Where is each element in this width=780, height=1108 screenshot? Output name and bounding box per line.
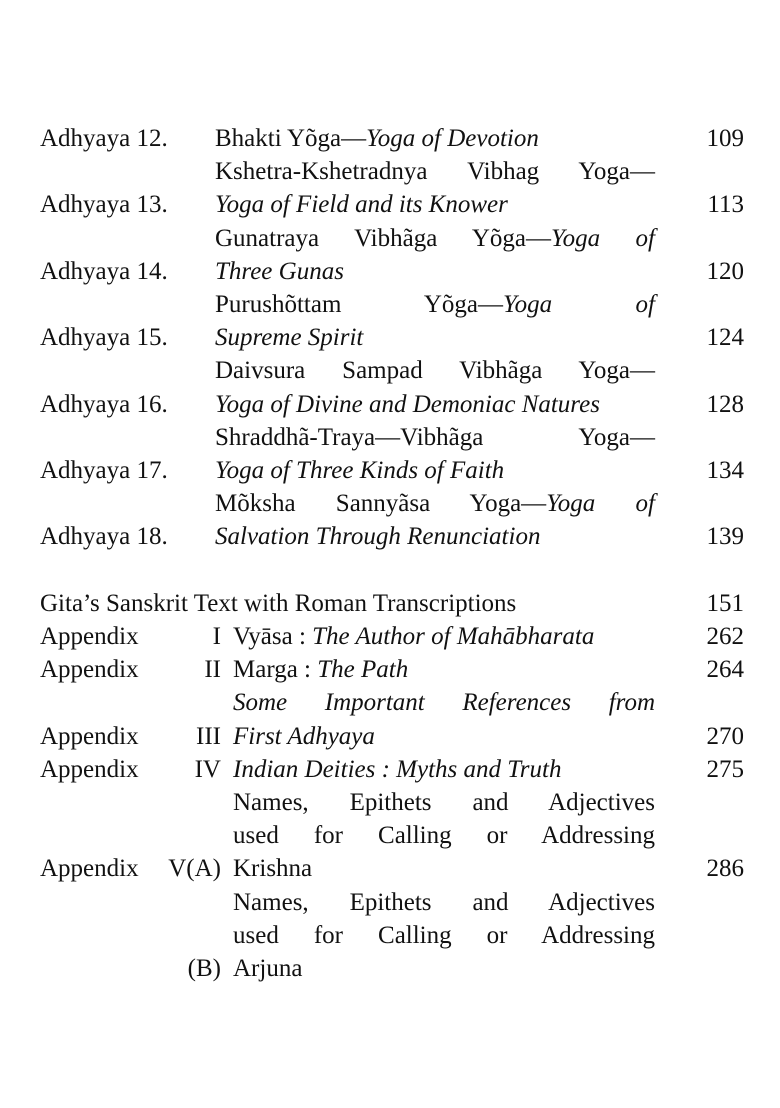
page-number: 264 bbox=[706, 656, 744, 684]
roman-text: Names, Epithets and Adjectives bbox=[233, 789, 655, 817]
page-number: 270 bbox=[706, 722, 744, 750]
roman-text: Krishna bbox=[233, 855, 313, 883]
roman-text: Daivsura Sampad Vibhãga Yoga— bbox=[215, 357, 655, 385]
italic-text: Yoga of bbox=[550, 224, 655, 252]
entry-title bbox=[215, 288, 655, 354]
title-line bbox=[215, 222, 655, 255]
title-line bbox=[215, 421, 655, 454]
page-number: 120 bbox=[706, 257, 744, 285]
title-line bbox=[233, 952, 655, 985]
entry-label: Adhyaya 16. bbox=[40, 390, 168, 418]
roman-text: Purushõttam Yõga— bbox=[215, 291, 504, 319]
entry-label: Adhyaya 18. bbox=[40, 523, 168, 551]
page-number: 134 bbox=[706, 457, 744, 485]
toc-entry-adhyaya bbox=[40, 487, 744, 553]
appendix-label: Appendix bbox=[40, 755, 139, 783]
entry-title bbox=[233, 686, 655, 752]
entry-title bbox=[233, 886, 655, 986]
title-line bbox=[233, 653, 655, 686]
entry-title bbox=[215, 155, 655, 221]
italic-text: Yoga of Three Kinds of Faith bbox=[215, 457, 505, 485]
entry-title bbox=[233, 786, 655, 886]
adhyaya-list bbox=[40, 122, 744, 554]
roman-text: Marga : bbox=[233, 656, 318, 684]
title-line bbox=[233, 620, 655, 653]
entry-title bbox=[233, 653, 655, 686]
toc-entry-adhyaya bbox=[40, 421, 744, 487]
toc-entry-appendix bbox=[40, 786, 744, 886]
entry-title bbox=[215, 354, 655, 420]
section-gap bbox=[40, 554, 744, 587]
page-number: 275 bbox=[706, 755, 744, 783]
appendix-number: (B) bbox=[187, 955, 221, 983]
toc-entry-appendix bbox=[40, 653, 744, 686]
entry-title bbox=[233, 753, 655, 786]
page-number: 286 bbox=[706, 855, 744, 883]
toc-entry-adhyaya bbox=[40, 155, 744, 221]
appendix-label: Appendix bbox=[40, 656, 139, 684]
table-of-contents bbox=[40, 122, 744, 985]
page-number: 113 bbox=[707, 191, 744, 219]
toc-entry-adhyaya bbox=[40, 222, 744, 288]
roman-text: Arjuna bbox=[233, 955, 303, 983]
page-number: 128 bbox=[706, 390, 744, 418]
toc-entry-adhyaya bbox=[40, 354, 744, 420]
title-line bbox=[215, 122, 655, 155]
title-line bbox=[215, 188, 655, 221]
roman-text: used for Calling or Addressing bbox=[233, 921, 655, 949]
appendix-number: II bbox=[204, 656, 221, 684]
title-line bbox=[215, 155, 655, 188]
roman-text: Vyāsa : bbox=[233, 623, 313, 651]
italic-text: Some Important References from bbox=[233, 689, 655, 717]
title-line bbox=[233, 919, 655, 952]
roman-text: Gunatraya Vibhãga Yõga— bbox=[215, 224, 551, 252]
italic-text: Three Gunas bbox=[215, 257, 344, 285]
page-number: 151 bbox=[706, 589, 744, 617]
title-line bbox=[215, 487, 655, 520]
entry-title bbox=[215, 122, 655, 155]
title-line bbox=[233, 753, 655, 786]
title-line bbox=[233, 686, 655, 719]
page-number: 124 bbox=[706, 324, 744, 352]
italic-text: Yoga of bbox=[503, 291, 655, 319]
entry-title bbox=[215, 421, 655, 487]
page-number: 262 bbox=[706, 623, 744, 651]
appendix-label: Appendix bbox=[40, 855, 139, 883]
page-number: 109 bbox=[706, 125, 744, 152]
italic-text: Yoga of bbox=[546, 490, 655, 518]
entry-label: Adhyaya 12. bbox=[40, 125, 168, 152]
title-line bbox=[215, 354, 655, 387]
roman-text: Kshetra-Kshetradnya Vibhag Yoga— bbox=[215, 158, 655, 186]
italic-text: First Adhyaya bbox=[233, 722, 375, 750]
appendix-number: I bbox=[212, 623, 221, 651]
page-number: 139 bbox=[706, 523, 744, 551]
title-line bbox=[215, 388, 655, 421]
italic-text: The Author of Mahābharata bbox=[312, 623, 595, 651]
title-line bbox=[233, 720, 655, 753]
roman-text: Mõksha Sannyãsa Yoga— bbox=[215, 490, 547, 518]
appendix-list bbox=[40, 620, 744, 985]
italic-text: Yoga of Field and its Knower bbox=[215, 191, 508, 219]
appendix-number: V(A) bbox=[168, 855, 221, 883]
toc-entry-appendix bbox=[40, 686, 744, 752]
toc-entry-appendix bbox=[40, 620, 744, 653]
entry-title: Gita’s Sanskrit Text with Roman Transcriptions bbox=[40, 589, 517, 617]
roman-text: Names, Epithets and Adjectives bbox=[233, 888, 655, 916]
toc-entry-adhyaya bbox=[40, 122, 744, 155]
title-line bbox=[215, 454, 655, 487]
title-line bbox=[215, 321, 655, 354]
entry-label: Adhyaya 14. bbox=[40, 257, 168, 285]
toc-entry-adhyaya bbox=[40, 288, 744, 354]
italic-text: Yoga of Devotion bbox=[366, 125, 539, 152]
entry-title bbox=[215, 487, 655, 553]
title-line bbox=[233, 852, 655, 885]
entry-label: Adhyaya 13. bbox=[40, 191, 168, 219]
roman-text: Bhakti Yõga— bbox=[215, 125, 367, 152]
italic-text: Supreme Spirit bbox=[215, 324, 364, 352]
appendix-number: III bbox=[196, 722, 221, 750]
toc-entry-sanskrit-text bbox=[40, 587, 744, 620]
italic-text: Salvation Through Renunciation bbox=[215, 523, 541, 551]
italic-text: Yoga of Divine and Demoniac Natures bbox=[215, 390, 600, 418]
italic-text: The Path bbox=[317, 656, 409, 684]
entry-title bbox=[215, 222, 655, 288]
entry-label: Adhyaya 15. bbox=[40, 324, 168, 352]
title-line bbox=[233, 819, 655, 852]
appendix-label: Appendix bbox=[40, 623, 139, 651]
italic-text: Indian Deities : Myths and Truth bbox=[233, 755, 562, 783]
roman-text: Shraddhã-Traya—Vibhãga Yoga— bbox=[215, 423, 655, 451]
toc-entry-appendix bbox=[40, 886, 744, 986]
appendix-label: Appendix bbox=[40, 722, 139, 750]
title-line bbox=[215, 520, 655, 553]
toc-entry-appendix bbox=[40, 753, 744, 786]
title-line bbox=[233, 886, 655, 919]
title-line bbox=[215, 288, 655, 321]
title-line bbox=[215, 255, 655, 288]
entry-title bbox=[233, 620, 655, 653]
entry-label: Adhyaya 17. bbox=[40, 457, 168, 485]
appendix-number: IV bbox=[194, 755, 221, 783]
roman-text: used for Calling or Addressing bbox=[233, 822, 655, 850]
title-line bbox=[233, 786, 655, 819]
